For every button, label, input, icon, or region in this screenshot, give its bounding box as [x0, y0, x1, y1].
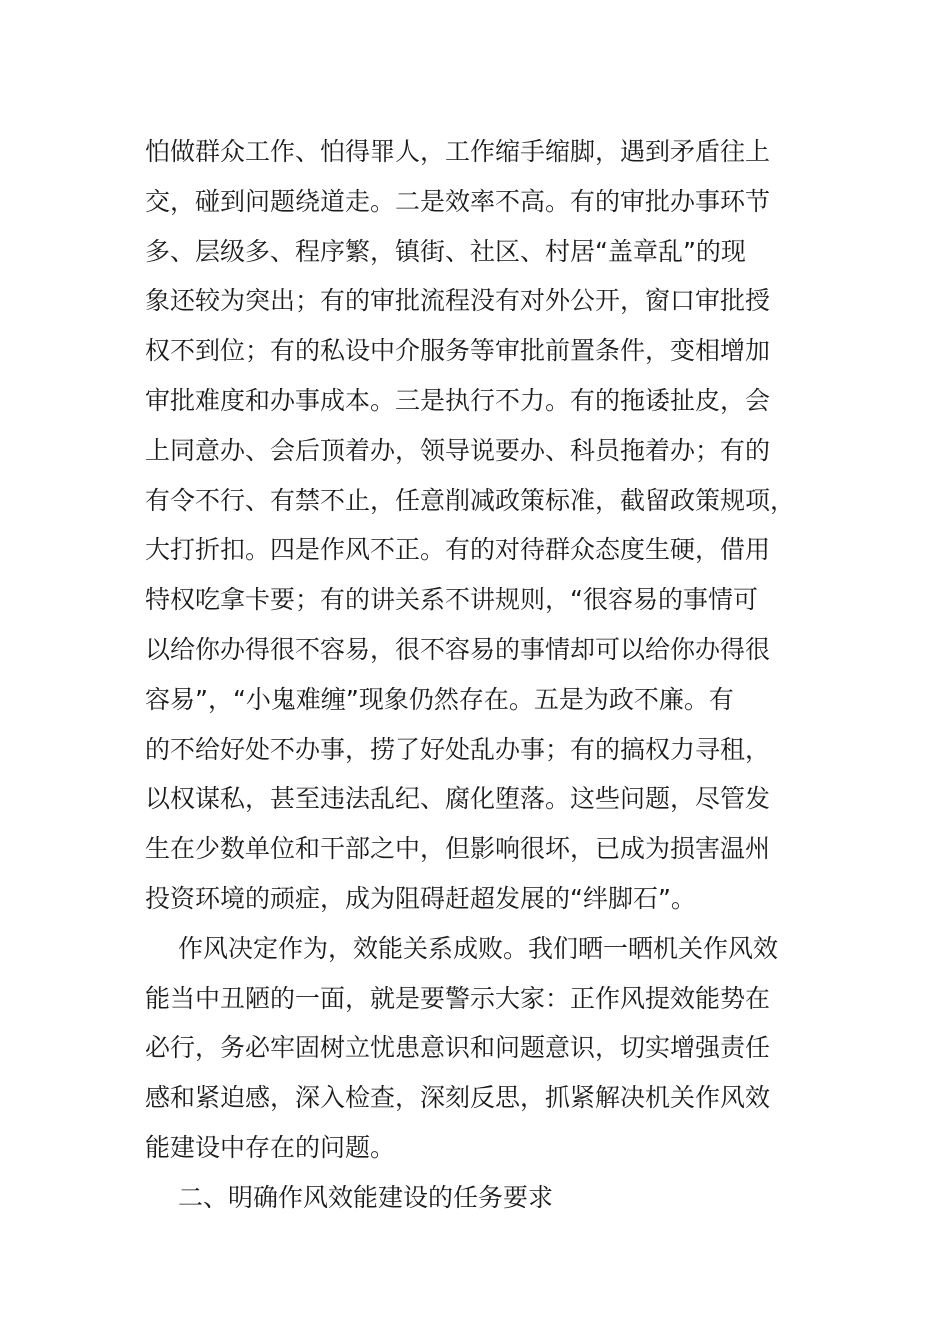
paragraph-line: 必行，务必牢固树立忧患意识和问题意识，切实增强责任 — [145, 1033, 771, 1063]
section-heading: 二、明确作风效能建设的任务要求 — [178, 1182, 554, 1212]
paragraph-line: 以权谋私，甚至违法乱纪、腐化堕落。这些问题，尽管发 — [145, 784, 771, 814]
paragraph-line: 审批难度和办事成本。三是执行不力。有的拖诿扯皮，会 — [145, 385, 771, 415]
paragraph-line: 生在少数单位和干部之中，但影响很坏，已成为损害温州 — [145, 834, 771, 864]
paragraph-line: 多、层级多、程序繁，镇街、社区、村居“盖章乱”的现 — [145, 236, 746, 266]
paragraph-line: 能当中丑陋的一面，就是要警示大家：正作风提效能势在 — [145, 983, 771, 1013]
paragraph-line: 以给你办得很不容易，很不容易的事情却可以给你办得很 — [145, 634, 771, 664]
paragraph-problems — [145, 127, 825, 924]
paragraph-line: 容易”，“小鬼难缠”现象仍然存在。五是为政不廉。有 — [145, 684, 734, 714]
paragraph-line: 作风决定作为，效能关系成败。我们晒一晒机关作风效 — [178, 933, 779, 963]
paragraph-line: 能建设中存在的问题。 — [145, 1132, 396, 1162]
paragraph-line: 特权吃拿卡要；有的讲关系不讲规则，“很容易的事情可 — [145, 585, 758, 615]
paragraph-line: 上同意办、会后顶着办，领导说要办、科员拖着办；有的 — [145, 435, 771, 465]
paragraph-line: 大打折扣。四是作风不正。有的对待群众态度生硬，借用 — [145, 535, 771, 565]
paragraph-line: 感和紧迫感，深入检查，深刻反思，抓紧解决机关作风效 — [145, 1083, 771, 1113]
paragraph-line: 权不到位；有的私设中介服务等审批前置条件，变相增加 — [145, 336, 771, 366]
paragraph-line: 怕做群众工作、怕得罪人，工作缩手缩脚，遇到矛盾往上 — [145, 137, 771, 166]
paragraph-line: 投资环境的顽症，成为阻碍赶超发展的“绊脚石”。 — [145, 883, 696, 913]
paragraph-line: 的不给好处不办事，捞了好处乱办事；有的搞权力寻租， — [145, 734, 771, 764]
paragraph-line: 象还较为突出；有的审批流程没有对外公开，窗口审批授 — [145, 286, 771, 316]
paragraph-line: 交，碰到问题绕道走。二是效率不高。有的审批办事环节 — [145, 186, 771, 216]
paragraph-line: 有令不行、有禁不止，任意削减政策标准，截留政策规项， — [145, 485, 796, 515]
paragraph-conclusion — [145, 924, 825, 1173]
document-body — [145, 127, 825, 1223]
